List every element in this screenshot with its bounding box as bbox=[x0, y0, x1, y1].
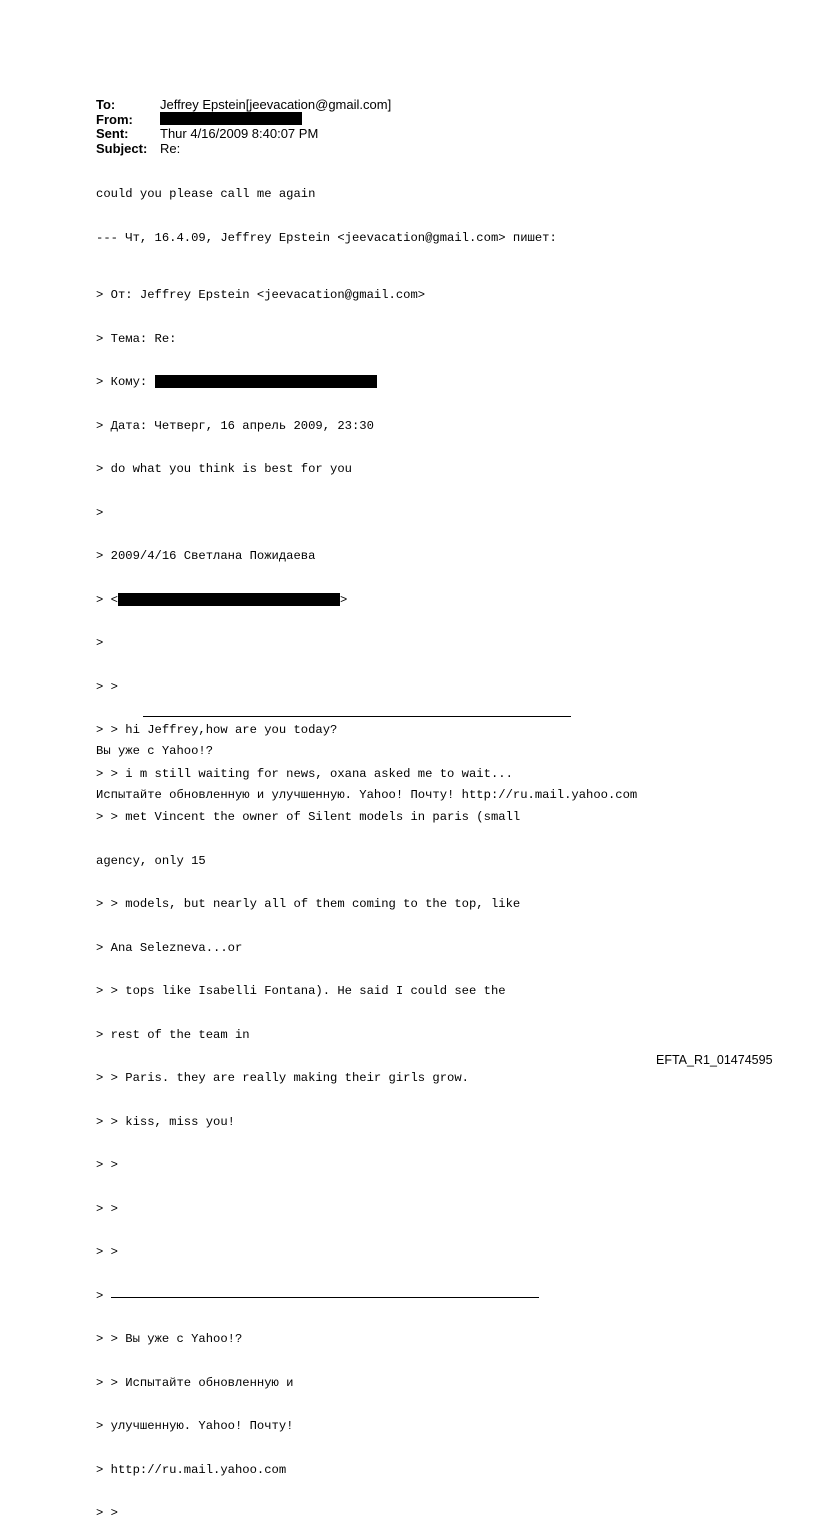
quoted-line: > Тема: Re: bbox=[96, 331, 177, 346]
quoted-line: > > bbox=[96, 1506, 118, 1520]
subject-value: Re: bbox=[160, 140, 181, 156]
quoted-line: > > Вы уже с Yahoo!? bbox=[96, 1332, 243, 1346]
to-redaction bbox=[155, 375, 377, 388]
quoted-line: > do what you think is best for you bbox=[96, 462, 352, 476]
quoted-line: > > tops like Isabelli Fontana). He said I could see the bbox=[96, 984, 506, 998]
email-header bbox=[96, 97, 391, 155]
quoted-email-open: > < bbox=[96, 592, 118, 607]
quoted-line: > > Paris. they are really making their girls grow. bbox=[96, 1071, 469, 1085]
quoted-line-to bbox=[96, 375, 539, 390]
quoted-line: > От: Jeffrey Epstein <jeevacation@gmail.com> bbox=[96, 288, 426, 302]
to-label: To: bbox=[96, 97, 116, 112]
quoted-line: > > models, but nearly all of them coming to the top, like bbox=[96, 897, 521, 911]
quoted-divider bbox=[111, 1289, 539, 1298]
message-body: could you please call me again bbox=[96, 187, 316, 201]
signature-line1: Вы уже с Yahoo!? bbox=[96, 744, 214, 758]
quoted-line: agency, only 15 bbox=[96, 853, 206, 868]
quoted-line: > > kiss, miss you! bbox=[96, 1114, 235, 1129]
quoted-line: > bbox=[96, 505, 104, 520]
quoted-line: > > bbox=[96, 679, 118, 694]
quoted-line: > rest of the team in bbox=[96, 1027, 250, 1042]
quoted-line: > > hi Jeffrey,how are you today? bbox=[96, 723, 338, 737]
quoted-line-email bbox=[96, 593, 539, 608]
quoted-line: > > bbox=[96, 1158, 118, 1172]
from-label: From: bbox=[96, 111, 133, 127]
quoted-line-rule bbox=[96, 1289, 539, 1304]
from-redaction bbox=[160, 112, 302, 125]
quoted-line: > http://ru.mail.yahoo.com bbox=[96, 1462, 287, 1477]
sent-value: Thur 4/16/2009 8:40:07 PM bbox=[160, 126, 319, 141]
sent-label: Sent: bbox=[96, 126, 129, 141]
signature bbox=[96, 702, 637, 817]
from-row bbox=[96, 112, 391, 127]
subject-label: Subject: bbox=[96, 140, 148, 156]
quoted-line: > > met Vincent the owner of Silent models in paris (small bbox=[96, 810, 521, 824]
sent-row bbox=[96, 126, 391, 141]
email-redaction bbox=[118, 593, 340, 606]
quoted-line: > > i m still waiting for news, oxana asked me to wait... bbox=[96, 766, 513, 781]
quoted-message bbox=[96, 259, 539, 1535]
quoted-line: > 2009/4/16 Светлана Пожидаева bbox=[96, 549, 316, 563]
quoted-line: > > bbox=[96, 1245, 118, 1259]
quoted-line: > bbox=[96, 636, 104, 650]
quoted-line: > Ana Selezneva...or bbox=[96, 940, 243, 955]
quoted-line: > Дата: Четверг, 16 апрель 2009, 23:30 bbox=[96, 418, 374, 433]
document-id: EFTA_R1_01474595 bbox=[656, 1053, 773, 1067]
to-value: Jeffrey Epstein[jeevacation@gmail.com] bbox=[160, 97, 392, 112]
subject-row bbox=[96, 141, 391, 156]
quoted-email-close: > bbox=[339, 592, 348, 607]
quoted-to-label: > Кому: bbox=[96, 375, 155, 389]
quoted-line: > > Испытайте обновленную и bbox=[96, 1375, 294, 1390]
signature-line2: Испытайте обновленную и улучшенную. Yahoo! Почту! http://ru.mail.yahoo.com bbox=[96, 787, 638, 802]
quoted-line: > улучшенную. Yahoo! Почту! bbox=[96, 1419, 294, 1433]
to-row bbox=[96, 97, 391, 112]
quoted-rule-prefix: > bbox=[96, 1288, 111, 1303]
quoted-line: > > bbox=[96, 1201, 118, 1216]
quote-intro: --- Чт, 16.4.09, Jeffrey Epstein <jeevacation@gmail.com> пишет: bbox=[96, 231, 557, 245]
